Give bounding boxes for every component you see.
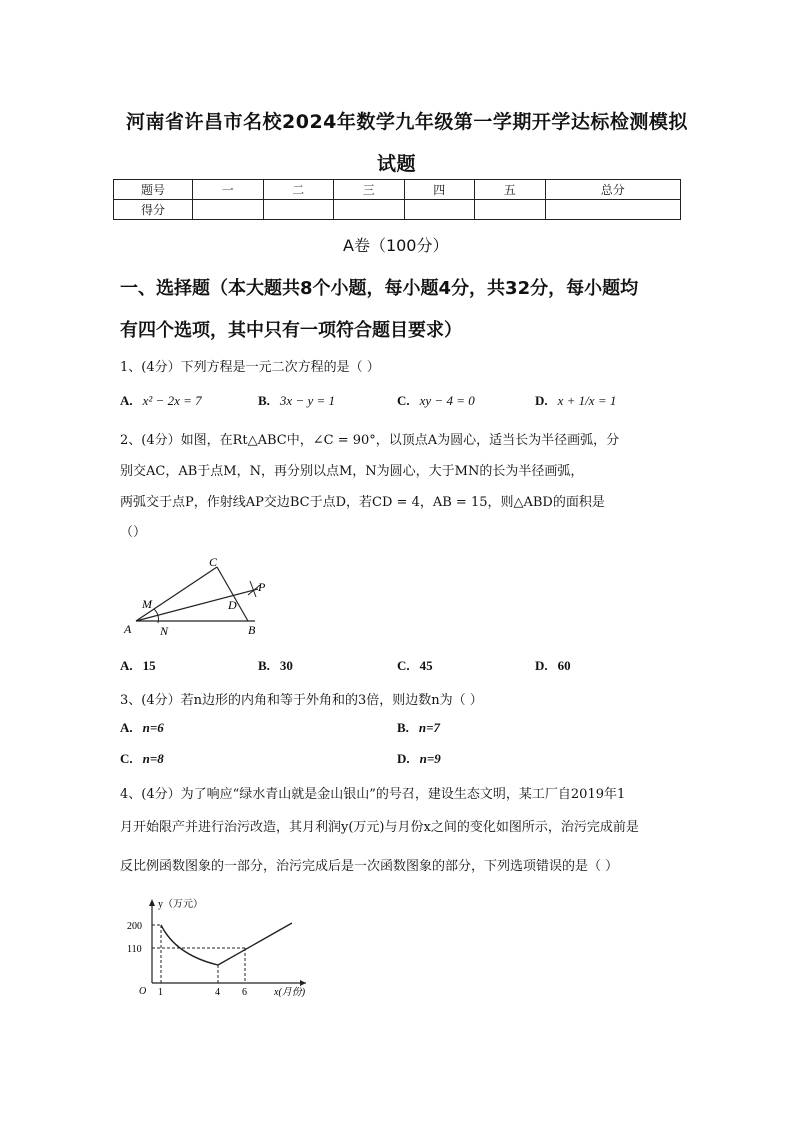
score-cell[interactable] [404, 200, 475, 220]
option-text: 60 [557, 658, 571, 673]
q3-stem: 3、(4分）若n边形的内角和等于外角和的3倍，则边数n为（ ） [120, 693, 483, 708]
page-title-line2: 试题 [377, 153, 417, 175]
option-text: 3x − y = 1 [279, 393, 336, 408]
score-table-header-cell: 总分 [545, 180, 681, 200]
label-c: C [209, 555, 218, 569]
q4-line3: 反比例函数图象的一部分，治污完成后是一次函数图象的部分，下列选项错误的是（ ） [120, 859, 619, 874]
option-text: xy − 4 = 0 [419, 393, 475, 408]
score-cell[interactable] [263, 200, 334, 220]
option-letter: D. [535, 658, 548, 673]
score-table-header-cell: 五 [475, 180, 546, 200]
option-letter: A. [120, 393, 133, 408]
option-letter: B. [258, 658, 270, 673]
linear-segment [218, 923, 292, 965]
q2-option-a[interactable] [120, 658, 166, 674]
label-n: N [160, 624, 169, 638]
score-table-header-cell: 四 [404, 180, 475, 200]
score-table-header-row [114, 180, 681, 200]
option-letter: C. [397, 658, 410, 673]
option-letter: D. [397, 751, 410, 766]
q2-line4: （） [120, 525, 147, 540]
score-table-header-cell: 三 [334, 180, 405, 200]
q4-line2: 月开始限产并进行治污改造，其月利润y(万元)与月份x之间的变化如图所示，治污完成前是 [120, 820, 639, 835]
y-axis-arrow [149, 899, 155, 906]
q4-line1: 4、(4分）为了响应“绿水青山就是金山银山”的号召，建设生态文明，某工厂自2019年1 [120, 787, 626, 802]
q1-option-b[interactable] [258, 393, 335, 409]
option-letter: A. [120, 658, 133, 673]
score-cell[interactable] [545, 200, 681, 220]
option-letter: C. [397, 393, 410, 408]
option-letter: D. [535, 393, 548, 408]
side-ac [136, 567, 217, 621]
q2-option-c[interactable] [397, 658, 443, 674]
score-table-header-cell: 题号 [114, 180, 193, 200]
score-table-score-row [114, 200, 681, 220]
score-table [113, 179, 681, 220]
page-title: 河南省许昌市名校2024年数学九年级第一学期开学达标检测模拟 [126, 111, 688, 133]
x-tick-label: 1 [158, 987, 163, 998]
label-m: M [142, 597, 152, 611]
q3-option-b[interactable] [397, 720, 450, 736]
section-a-heading: A卷（100分） [343, 236, 449, 255]
label-p: P [258, 580, 266, 594]
q2-line3: 两弧交于点P，作射线AP交边BC于点D，若CD = 4，AB = 15，则△ABD的面积是 [120, 495, 605, 510]
score-cell[interactable] [475, 200, 546, 220]
q2-line2: 别交AC，AB于点M，N，再分别以点M，N为圆心，大于MN的长为半径画弧， [120, 464, 584, 479]
q2-triangle-figure [120, 553, 280, 643]
x-axis-arrow [300, 980, 306, 986]
q1-option-d[interactable] [535, 393, 616, 409]
option-text: n=6 [142, 720, 164, 735]
score-table-header-cell: 二 [263, 180, 334, 200]
inverse-curve [161, 925, 218, 965]
score-cell[interactable] [193, 200, 264, 220]
q1-option-a[interactable] [120, 393, 202, 409]
y-tick-label: 110 [127, 944, 142, 955]
y-tick-label: 200 [127, 921, 142, 932]
q4-profit-graph [124, 895, 324, 1010]
label-a: A [124, 622, 132, 636]
q2-option-d[interactable] [535, 658, 581, 674]
q3-option-a[interactable] [120, 720, 174, 736]
option-letter: C. [120, 751, 133, 766]
q1-option-c[interactable] [397, 393, 475, 409]
part1-heading-line2: 有四个选项，其中只有一项符合题目要求） [120, 320, 462, 341]
origin-label: O [139, 986, 147, 997]
score-table-row-label: 得分 [114, 200, 193, 220]
score-table-header-cell: 一 [193, 180, 264, 200]
q2-option-b[interactable] [258, 658, 303, 674]
option-letter: B. [258, 393, 270, 408]
x-axis-label: x(月份) [274, 987, 306, 998]
side-bc [217, 567, 248, 621]
option-text: n=8 [142, 751, 164, 766]
option-text: n=9 [419, 751, 441, 766]
option-text: 15 [142, 658, 156, 673]
part1-heading: 一、选择题（本大题共8个小题，每小题4分，共32分，每小题均 [120, 278, 639, 299]
option-text: x² − 2x = 7 [142, 393, 202, 408]
option-text: 30 [279, 658, 293, 673]
x-tick-label: 4 [215, 987, 220, 998]
option-text: x + 1/x = 1 [557, 393, 617, 408]
option-text: 45 [419, 658, 433, 673]
q3-option-c[interactable] [120, 751, 174, 767]
ray-ap [136, 589, 258, 621]
label-b: B [248, 623, 256, 637]
q2-line1: 2、(4分）如图，在Rt△ABC中，∠C = 90°，以顶点A为圆心，适当长为半径画弧，分 [120, 433, 620, 448]
x-tick-label: 6 [242, 987, 247, 998]
option-letter: B. [397, 720, 409, 735]
score-cell[interactable] [334, 200, 405, 220]
option-text: n=7 [418, 720, 441, 735]
y-axis-label: y（万元） [158, 899, 203, 910]
option-letter: A. [120, 720, 133, 735]
label-d: D [228, 598, 237, 612]
q3-option-d[interactable] [397, 751, 451, 767]
q1-stem: 1、(4分）下列方程是一元二次方程的是（ ） [120, 360, 380, 375]
